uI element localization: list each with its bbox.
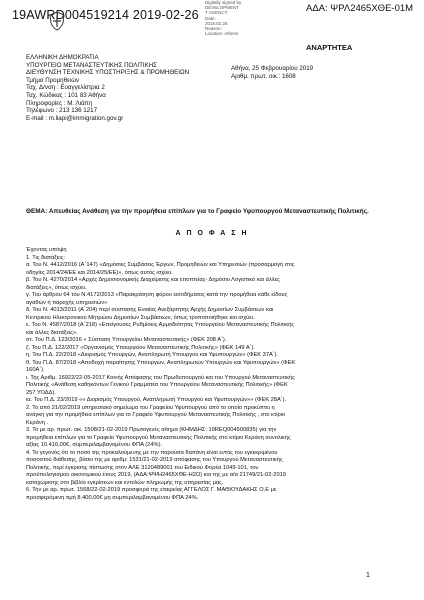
document-body: Έχοντας υπόψη 1. Τις διατάξεις: α. Του Ν. 4412/2016 (Α΄147) «Δημόσιες Συμβάσεις Έργων, Προμηθειών και Υπηρεσιών (προσαρμογή στις οδηγίες 2014/24/ΕΕ και 2014/25/ΕΕ)», όπως αυτός ισχύει. β. Του Ν. 4270/2014 «Αρχές Δημοσιονομικής Διαχείρισης και εποπτείας- Δημόσιο Λογιστικό και άλλες διατάξεις», όπως ισχύει. γ. Του άρθρου 64 του Ν.4172/2013 «Παρακράτηση φόρου εισοδήματος κατά την προμήθεια κάθε είδους αγαθών ή παροχής υπηρεσιών» δ. Του Ν. 4013/2011 (Α΄204) περί σύστασης Ενιαίας Ανεξάρτητης Αρχής Δημοσίων Συμβάσεων και Κεντρικού Ηλεκτρονικού Μητρώου Δημοσίων Συμβάσεων, όπως τροποποιήθηκε και ισχύει. ε. Του Ν. 4587/2018 (Α΄218) «Επείγουσες Ρυθμίσεις Αρμοδιότητας Υπουργείου Μεταναστευτικής Πολιτικής και άλλες διατάξεις». στ. Του Π.Δ. 123/2016 « Σύσταση Υπουργείου Μεταναστευτικής» (ΦΕΚ 208 Α΄). ζ. Του Π.Δ. 122/2017 «Οργανισμός Υπουργείου Μεταναστευτικής Πολιτικής» (ΦΕΚ 149 Α΄). η. Του Π.Δ. 22/2018 «Διορισμός Υπουργών, Αναπληρωτή Υπουργού και Υφυπουργών» (ΦΕΚ 37Α΄). θ. Του Π.Δ. 87/2018 «Αποδοχή παραίτησης Υπουργών, Αναπληρωτών Υπουργών και Υφυπουργών» (ΦΕΚ 160Α΄). ι. Της Αριθμ. 16922/22-05-2017 Κοινής Απόφασης του Πρωθυπουργού και του Υπουργού Μεταναστευτικής Πολιτικής «Ανάθεση καθηκόντων Γενικού Γραμματέα του Υπουργείου Μεταναστευτικής Πολιτικής» (ΦΕΚ 257 ΥΟΔΔ). ια. Του Π.Δ. 23/2019 «« Διορισμός Υπουργού, Αναπληρωτή Υπουργού και Υφυπουργών»» (ΦΕΚ 28Α΄). 2. Το από 21/02/2019 υπηρεσιακό σημείωμα του Γραφείου Υφυπουργού από το οποίο προκύπτει η ανάγκη για την προμήθεια επίπλων για το Γραφείο Υφυπουργού Μεταναστευτικής Πολιτικής , στο κτίριο Κεράνη . 3. Το με αρ. πρωτ. οικ. 1508/21-02-2019 Πρωτογενές αίτημα (ΚΗΜΔΗΣ: 19REQ004500835) για την προμήθεια επίπλων για το Γραφείο Υφυπουργού Μεταναστευτικής Πολιτικής στο κτίριο Κεράνη συνολικής αξίας 10.416,00€, συμπεριλαμβανομένου ΦΠΑ (24%). 4. Το γεγονός ότι το ποσό της προκαλούμενης με την παρούσα δαπάνη είναι εντός του εγκεκριμένου ποσοστού διάθεσης, βάσει της με αριθμ: 1531/21-02-2019 απόφασης του Υπουργού Μεταναστευτικής Πολιτικής, περί έγκρισης πίστωσης στον ΑΛΕ 3120489001 του Ειδικού Φορέα 1049-101, του προϋπολογισμού οικονομικού έτους 2019, (ΑΔΑ:ΨΨΗ2465ΧΘΕ-Η2Ω) και της με α/α 21749/21-02-2019 καταχώρισης στο βιβλίο εγκρίσεων και εντολών πληρωμής της υπηρεσίας μας. 6. Την με αρ. πρωτ. 1568/22-02-2019 προσφορά της εταιρείας ΑΓΓΕΛΟΣ Γ. ΜΑΘΙΟΥΔΑΚΗΣ Ο.Ε με προσφερόμενη τιμή 8.400,00€ μη συμπεριλαμβανομένου ΦΠΑ 24%. bbox=[26, 247, 296, 501]
decision-title: Α Π Ο Φ Α Σ Η bbox=[175, 230, 249, 237]
posting-label: ΑΝΑΡΤΗΤΕΑ bbox=[306, 43, 353, 52]
greek-emblem-icon bbox=[48, 11, 66, 31]
document-code: 19AWRD004519214 2019-02-26 bbox=[12, 8, 199, 22]
ada-code: ΑΔΑ: ΨΡΛ2465ΧΘΕ-01Μ bbox=[306, 3, 414, 14]
date-protocol-block bbox=[231, 65, 313, 81]
protocol-number: Αριθμ. πρωτ. οικ.: 1608 bbox=[231, 73, 296, 80]
page-number: 1 bbox=[366, 572, 370, 579]
document-subject: ΘΕΜΑ: Απευθείας Ανάθεση για την προμήθεια επίπλων για το Γραφείο Υφυπουργού Μεταναστευτικής Πολιτικής. bbox=[26, 208, 369, 215]
digital-signature-block: Digitally signed by DEVELOPMENT T AGENCY Date: 2019.02.26 Reason: Location: Athens bbox=[205, 0, 242, 37]
organization-block: ΕΛΛΗΝΙΚΗ ΔΗΜΟΚΡΑΤΙΑ ΥΠΟΥΡΓΕΙΟ ΜΕΤΑΝΑΣΤΕΥΤΙΚΗΣ ΠΟΛΙΤΙΚΗΣ ΔΙΕΥΘΥΝΣΗ ΤΕΧΝΙΚΗΣ ΥΠΟΣΤΗΡΙΞΗΣ & ΠΡΟΜΗΘΕΙΩΝ Τμήμα Προμηθειών Ταχ. Δ/νση : Ευαγγελίστρια 2 Ταχ. Κώδικας : 101 83 Αθήνα Πληροφορίες : Μ. Λιάπη Τηλέφωνο : 213 136 1217 E-mail : m.liapi@immigration.gov.gr bbox=[26, 54, 190, 122]
document-date: Αθήνα, 25 Φεβρουαρίου 2019 bbox=[231, 65, 314, 72]
